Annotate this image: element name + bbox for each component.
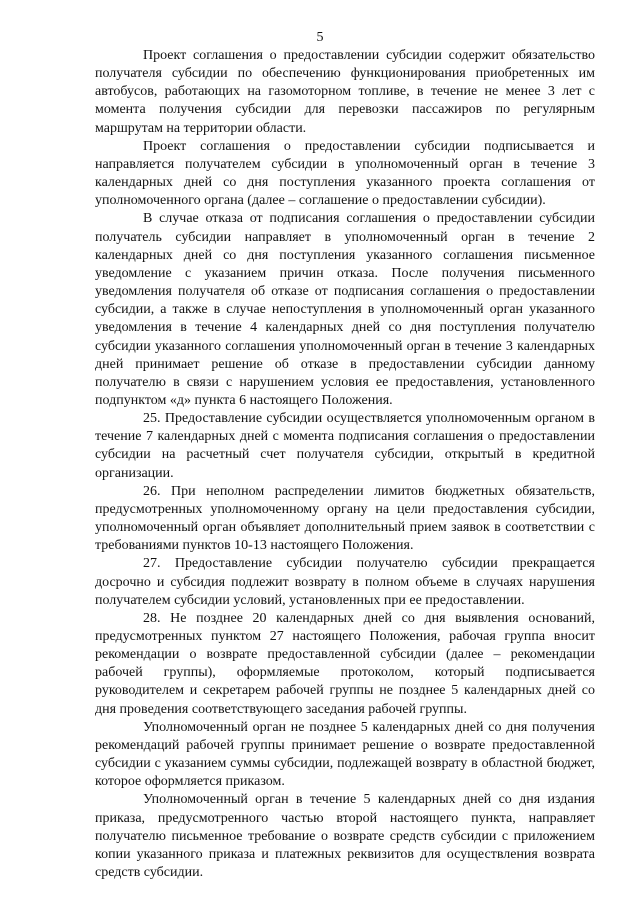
paragraph-refusal: В случае отказа от подписания соглашения о предоставлении субсидии получатель субсидии направляет в уполномоченный орган в течение 2 календарных дней со дня поступления указанного соглашения письменное уведомление с указанием причин отказа. После получения письменного уведомления получателя об отказе от подписания соглашения о предоставлении субсидии, а также в случае непоступления в уполномоченный орган указанного уведомления в течение 4 календарных дней со дня поступления получателю субсидии указанного соглашения уполномоченный орган в течение 3 календарных дней принимает решение об отказе в предоставлении субсидии данному получателю в связи с нарушением условия ее предоставления, установленного подпунктом «д» пункта 6 настоящего Положения. (95, 211, 595, 408)
paragraph-item-27: 27. Предоставление субсидии получателю субсидии прекращается досрочно и субсидия подлежит возврату в полном объеме в случаях нарушения получателем субсидии условий, установленных при ее предоставлении. (95, 556, 595, 608)
paragraph-agreement-obligation: Проект соглашения о предоставлении субсидии содержит обязательство получателя субсидии по обеспечению функционирования приобретенных им автобусов, работающих на газомоторном топливе, в течение не менее 3 лет с момента получения субсидии для перевозки пассажиров по регулярным маршрутам на территории области. (95, 48, 595, 136)
paragraph-item-25: 25. Предоставление субсидии осуществляется уполномоченным органом в течение 7 календарных дней с момента подписания соглашения о предоставлении субсидии на расчетный счет получателя субсидии, открытый в кредитной организации. (95, 411, 595, 481)
paragraph-item-28: 28. Не позднее 20 календарных дней со дня выявления оснований, предусмотренных пунктом 27 настоящего Положения, рабочая группа вносит рекомендации о возврате предоставленной субсидии (далее – рекомендации рабочей группы), оформляемые протоколом, который подписывается руководителем и секретарем рабочей группы не позднее 5 календарных дней со дня проведения соответствующего заседания рабочей группы. (95, 610, 595, 717)
paragraph-item-26: 26. При неполном распределении лимитов бюджетных обязательств, предусмотренных уполномоченному органу на цели предоставления субсидии, уполномоченный орган объявляет дополнительный прием заявок в соответствии с требованиями пунктов 10-13 настоящего Положения. (95, 483, 595, 554)
paragraph-return-decision: Уполномоченный орган не позднее 5 календарных дней со дня получения рекомендаций рабочей группы принимает решение о возврате предоставленной субсидии с указанием суммы субсидии, подлежащей возврату в областной бюджет, которое оформляется приказом. (95, 719, 595, 790)
page-number: 5 (316, 30, 324, 45)
paragraph-agreement-signing: Проект соглашения о предоставлении субсидии подписывается и направляется получателем субсидии в уполномоченный орган в течение 3 календарных дней со дня поступления указанного проекта соглашения от уполномоченного органа (далее – соглашение о предоставлении субсидии). (95, 138, 595, 209)
document-body (95, 47, 595, 882)
paragraph-return-demand: Уполномоченный орган в течение 5 календарных дней со дня издания приказа, предусмотренного частью второй настоящего пункта, направляет получателю письменное требование о возврате средств субсидии с приложением копии указанного приказа и платежных реквизитов для осуществления возврата средств субсидии. (95, 792, 595, 881)
